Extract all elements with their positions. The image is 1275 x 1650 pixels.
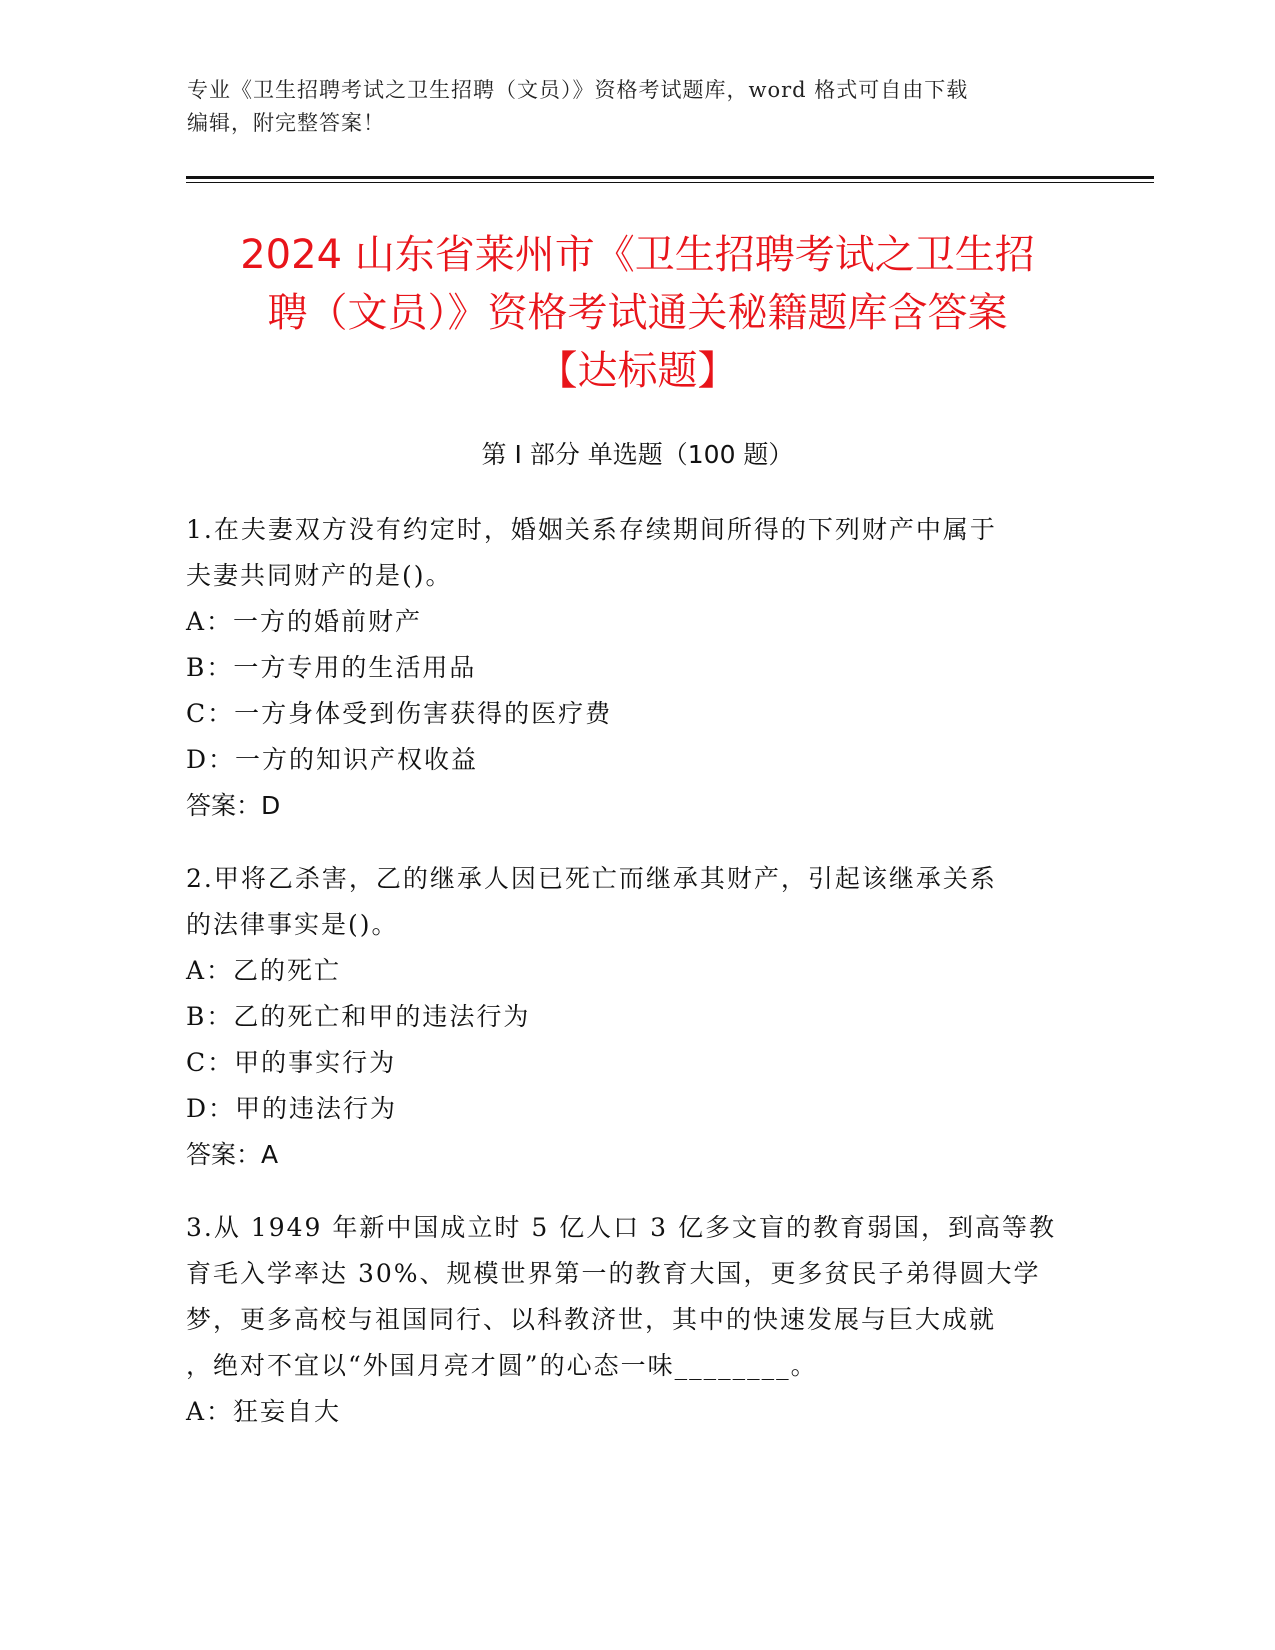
question-2-option-c: C：甲的事实行为 [186, 1048, 397, 1077]
question-1-answer: 答案：D [186, 791, 281, 820]
question-2 [186, 856, 1086, 1178]
question-2-option-d: D：甲的违法行为 [186, 1094, 398, 1123]
title-line-2: 聘（文员）》资格考试通关秘籍题库含答案 [267, 290, 1008, 336]
header-note-line-1: 专业《卫生招聘考试之卫生招聘（文员）》资格考试题库，word 格式可自由下载 [187, 78, 969, 102]
header-divider-thin [186, 182, 1154, 183]
question-1-option-a: A：一方的婚前财产 [186, 607, 423, 636]
header-note-line-2: 编辑，附完整答案！ [187, 111, 385, 135]
title-line-3: 【达标题】 [537, 348, 738, 394]
question-3-line-1: 3.从 1949 年新中国成立时 5 亿人口 3 亿多文盲的教育弱国，到高等教 [186, 1213, 1056, 1242]
question-3-option-a: A：狂妄自大 [186, 1397, 342, 1426]
question-3-line-4: ，绝对不宜以“外国月亮才圆”的心态一味________。 [186, 1351, 818, 1380]
question-3-line-2: 育毛入学率达 30%、规模世界第一的教育大国，更多贫民子弟得圆大学 [186, 1259, 1041, 1288]
question-1-option-c: C：一方身体受到伤害获得的医疗费 [186, 699, 613, 728]
question-1-line-1: 1.在夫妻双方没有约定时，婚姻关系存续期间所得的下列财产中属于 [186, 515, 997, 544]
document-title [170, 226, 1105, 400]
question-2-answer: 答案：A [186, 1140, 279, 1169]
question-3 [186, 1205, 1086, 1435]
question-1-option-d: D：一方的知识产权收益 [186, 745, 479, 774]
question-2-line-2: 的法律事实是()。 [186, 910, 399, 939]
question-2-option-b: B：乙的死亡和甲的违法行为 [186, 1002, 531, 1031]
question-3-line-3: 梦，更多高校与祖国同行、以科教济世，其中的快速发展与巨大成就 [186, 1305, 997, 1334]
section-title: 第 I 部分 单选题（100 题） [481, 440, 794, 469]
title-line-1: 2024 山东省莱州市《卫生招聘考试之卫生招 [240, 232, 1035, 278]
question-1-line-2: 夫妻共同财产的是()。 [186, 561, 453, 590]
header-divider-thick [186, 176, 1154, 179]
question-2-line-1: 2.甲将乙杀害，乙的继承人因已死亡而继承其财产，引起该继承关系 [186, 864, 997, 893]
question-1-option-b: B：一方专用的生活用品 [186, 653, 477, 682]
header-note [187, 74, 1087, 140]
question-1 [186, 507, 1086, 829]
question-2-option-a: A：乙的死亡 [186, 956, 342, 985]
